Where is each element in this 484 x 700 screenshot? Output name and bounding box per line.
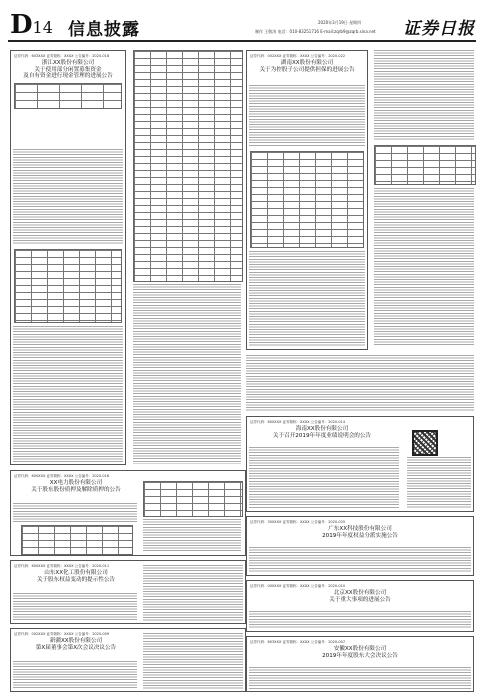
notice-table [133,50,243,282]
notice-block [10,628,246,692]
notice-body [374,50,474,140]
notice-body [249,85,365,147]
newspaper-logo: 证券日报 [403,19,475,39]
notice-block [10,470,246,556]
header-rule [8,40,476,42]
notice-title: 关于使用部分闲置募集资金 [34,66,102,73]
notice-block [10,50,126,465]
notice-title: 第X届董事会第X次会议决议公告 [35,644,117,651]
notice-table [14,83,122,109]
page-letter: D [10,10,33,40]
page-number [10,10,53,40]
notice-code: 证券代码：600XXX 证券简称：XXXX 公告编号：2020-016 [14,474,110,478]
notice-table [250,151,364,248]
notice-body [13,326,123,462]
notice-body [246,355,474,411]
notice-code: 证券代码：002XXX 证券简称：XXXX 公告编号：2020-009 [14,632,110,636]
date-line: 2020年3月19日 星期四 [318,20,362,25]
notice-title: 海南XX股份有限公司 [295,426,349,432]
notice-block [10,560,246,624]
notice-body [407,457,471,509]
notice-body [249,611,471,629]
notice-title: 安徽XX股份有限公司 [333,646,387,652]
notice-body [143,519,241,553]
notice-title: 2019年年度权益分派实施公告 [322,532,398,539]
notice-title: 广东XX科技股份有限公司 [328,526,392,532]
notice-block [246,416,474,512]
notice-block [246,636,474,692]
notice-code: 证券代码：600XXX 证券简称：XXXX 公告编号：2020-011 [14,564,110,568]
notice-block [246,580,474,632]
notice-title: 关于为控股子公司提供担保的进展公告 [259,66,355,73]
notice-block [246,516,474,576]
notice-title: 山东XX化工股份有限公司 [44,570,108,576]
notice-table [14,249,122,323]
notice-body [13,593,137,621]
notice-body [374,188,474,346]
section-title: 信息披露 [68,20,140,40]
notice-table [374,145,476,185]
notice-title: 浙江XX股份有限公司 [41,60,95,66]
notice-title: 北京XX股份有限公司 [333,590,387,596]
notice-code: 证券代码：603XXX 证券简称：XXXX 公告编号：2020-007 [250,640,346,644]
notice-body [13,661,137,689]
notice-body [249,667,471,689]
notice-table [21,525,133,555]
page-header [0,0,484,42]
notice-table [143,481,243,517]
notice-title: XX电力股份有限公司 [49,480,103,486]
notice-title: 关于重大事项的进展公告 [329,596,391,603]
notice-code: 证券代码：600XXX 证券简称：XXXX 公告编号：2020-014 [250,420,346,424]
notice-body [143,565,243,621]
notice-title: 2019年年度股东大会决议公告 [322,652,398,659]
notice-code: 证券代码：002XXX 证券简称：XXXX 公告编号：2020-022 [250,54,346,58]
notice-body [13,503,137,523]
notice-body [249,447,399,509]
notice-title: 关于股东权益变动的提示性公告 [36,576,116,583]
notice-body [133,284,241,464]
editor-line: 制作 王敬涛 电话：010-83251716 E-mail:zqrb9@zqrb.sina.net [255,29,376,34]
notice-code: 证券代码：300XXX 证券简称：XXXX 公告编号：2020-025 [250,520,346,524]
notice-body [249,251,365,347]
notice-body [249,547,471,573]
page-num: 14 [32,18,53,37]
qr-code-icon [412,430,438,456]
notice-body [13,149,123,244]
notice-title: 新疆XX股份有限公司 [49,638,103,644]
notice-code: 证券代码：000XXX 证券简称：XXXX 公告编号：2020-010 [250,584,346,588]
notice-title: 关于股东股份质押及解除质押的公告 [31,486,121,493]
notice-title: 及自有资金进行现金管理的进展公告 [23,73,113,80]
notice-title: 关于召开2019年年度业绩说明会的公告 [272,432,372,439]
notice-block [246,50,368,350]
notice-code: 证券代码：603XXX 证券简称：XXXX 公告编号：2020-018 [14,54,110,58]
notice-title: 湖南XX股份有限公司 [280,60,334,66]
notice-body [143,633,243,689]
